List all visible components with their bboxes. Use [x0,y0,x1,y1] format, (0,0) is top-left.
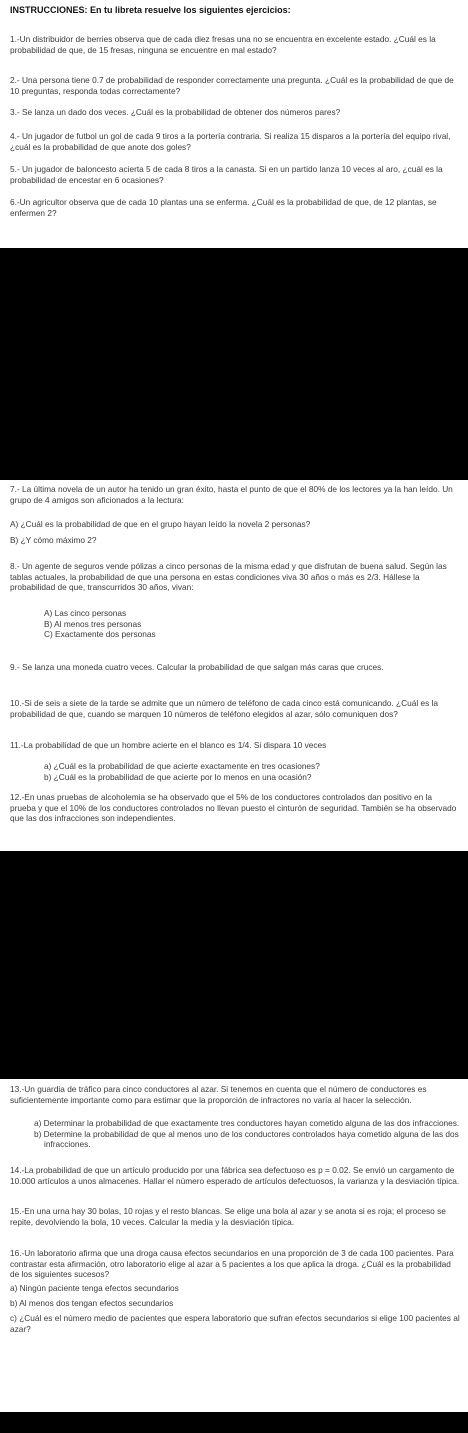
black-band-3 [0,1412,468,1433]
exercise-11-text: 11.-La probabilidad de que un hombre acierte en el blanco es 1/4. Si dispara 10 veces [10,740,327,750]
exercise-14-text: 14.-La probabilidad de que un artículo producido por una fábrica sea defectuoso es p = 0.02. Se envió un cargamento de 10.000 artículos a unos almacenes. Hallar el número esperado de artículos defectuosos, la varianza y la desviación típica. [10,1165,460,1186]
exercise-15-text: 15.-En una urna hay 30 bolas, 10 rojas y el resto blancas. Se elige una bola al azar y se anota si es roja; el proceso se repite, devolviendo la bola, 10 veces. Calcular la media y la desviación típica. [10,1206,446,1227]
exercise-3-text: 3.- Se lanza un dado dos veces. ¿Cuál es la probabilidad de obtener dos números pares? [10,107,341,117]
exercise-7-a [10,519,460,530]
exercise-7 [10,484,460,505]
exercise-8-options [10,608,460,640]
exercise-13-options [10,1118,460,1150]
exercise-10 [10,698,460,719]
exercise-11-a: a) ¿Cuál es la probabilidad de que acierte exactamente en tres ocasiones? [44,761,320,771]
exercise-7-a-text: A) ¿Cuál es la probabilidad de que en el grupo hayan leído la novela 2 personas? [10,519,311,529]
exercise-1 [10,34,460,55]
exercise-15 [10,1206,460,1227]
exercise-16-b [10,1298,460,1309]
exercise-2 [10,75,460,96]
exercise-4-text: 4.- Un jugador de futbol un gol de cada 9 tiros a la portería contraria. Si realiza 15 disparos a la portería del equipo rival, ¿cuál es la probabilidad de que anote dos goles? [10,131,451,152]
exercise-8-b: B) Al menos tres personas [44,618,142,629]
exercise-6-text: 6.-Un agricultor observa que de cada 10 plantas una se enferma. ¿Cuál es la probabilidad de que, de 12 plantas, se enfermen 2? [10,197,437,218]
exercise-13-b: b) Determine la probabilidad de que al menos uno de los conductores controlados haya cometido alguna de las dos infracciones. [34,1128,459,1150]
exercise-2-text: 2.- Una persona tiene 0.7 de probabilidad de responder correctamente una pregunta. ¿Cuál es la probabilidad de que de 10 preguntas, responda todas correctamente? [10,75,454,96]
exercise-6 [10,197,460,218]
exercise-14 [10,1165,460,1186]
exercise-4 [10,131,460,152]
exercise-16-text: 16.-Un laboratorio afirma que una droga causa efectos secundarios en una proporción de 3 de cada 100 pacientes. Para contrastar esta afirmación, otro laboratorio elige al azar a 5 pacientes a los que aplica la droga. ¿Cuál es la probabilidad de los siguientes sucesos? [10,1248,454,1280]
exercise-7-b [10,535,460,546]
exercise-1-text: 1.-Un distribuidor de berries observa que de cada diez fresas una no se encuentra en excelente estado. ¿Cuál es la probabilidad de que, de 15 fresas, ninguna se encuentre en mal estado? [10,34,436,55]
exercise-9-text: 9.- Se lanza una moneda cuatro veces. Calcular la probabilidad de que salgan más caras que cruces. [10,662,384,672]
black-band-1 [0,248,468,480]
exercise-13-text: 13.-Un guardia de tráfico para cinco conductores al azar. Si tenemos en cuenta que el número de conductores es suficientemente importante como para estimar que la proporción de infractores no varía al hacer la selección. [10,1084,427,1105]
exercise-8-text: 8.- Un agente de seguros vende pólizas a cinco personas de la misma edad y que disfrutan de buena salud. Según las tablas actuales, la probabilidad de que una persona en estas condiciones viva 30 años o más es 2/3. Hállese la probabilidad de que, transcurridos 30 años, vivan: [10,561,447,593]
exercise-7-b-text: B) ¿Y cómo máximo 2? [10,535,97,545]
exercise-16-b-text: b) Al menos dos tengan efectos secundarios [10,1298,174,1308]
exercise-10-text: 10.-Si de seis a siete de la tarde se admite que un número de teléfono de cada cinco está comunicando. ¿Cuál es la probabilidad de que, cuando se marquen 10 números de teléfono elegidos al azar, sólo comuniquen dos? [10,698,439,719]
exercise-12-text: 12.-En unas pruebas de alcoholemia se ha observado que el 5% de los conductores controlados dan positivo en la prueba y que el 10% de los conductores controlados no llevan puesto el cinturón de seguridad. También se ha observado que las dos infracciones son independientes. [10,792,457,824]
exercise-12 [10,792,460,824]
exercise-8-a: A) Las cinco personas [44,608,127,618]
exercise-16-c-text: c) ¿Cuál es el número medio de pacientes que espera laboratorio que sufran efectos secundarios si elige 100 pacientes al azar? [10,1313,460,1334]
exercise-5-text: 5.- Un jugador de baloncesto acierta 5 de cada 8 tiros a la canasta. Si en un partido lanza 10 veces al aro, ¿cuál es la probabilidad de encestar en 6 ocasiones? [10,164,443,185]
exercise-5 [10,164,460,185]
exercise-8-c: C) Exactamente dos personas [44,629,156,640]
exercise-16-a [10,1283,460,1294]
exercise-11 [10,740,460,751]
black-band-2 [0,851,468,1079]
exercise-13-a: a) Determinar la probabilidad de que exactamente tres conductores hayan cometido alguna de las dos infracciones. [34,1118,460,1128]
exercise-13 [10,1084,460,1105]
exercise-3 [10,107,460,118]
exercise-11-options [10,761,460,782]
exercise-8 [10,561,460,593]
instructions-title: INSTRUCCIONES: En tu libreta resuelve los siguientes ejercicios: [10,5,291,15]
exercise-9 [10,662,460,673]
exercise-16-c [10,1313,460,1334]
exercise-16-a-text: a) Ningún paciente tenga efectos secundarios [10,1283,179,1293]
exercise-16 [10,1248,460,1280]
exercise-7-text: 7.- La última novela de un autor ha tenido un gran éxito, hasta el punto de que el 80% de los lectores ya la han leído. Un grupo de 4 amigos son aficionados a la lectura: [10,484,453,505]
exercise-11-b: b) ¿Cuál es la probabilidad de que acierte por lo menos en una ocasión? [44,771,312,782]
